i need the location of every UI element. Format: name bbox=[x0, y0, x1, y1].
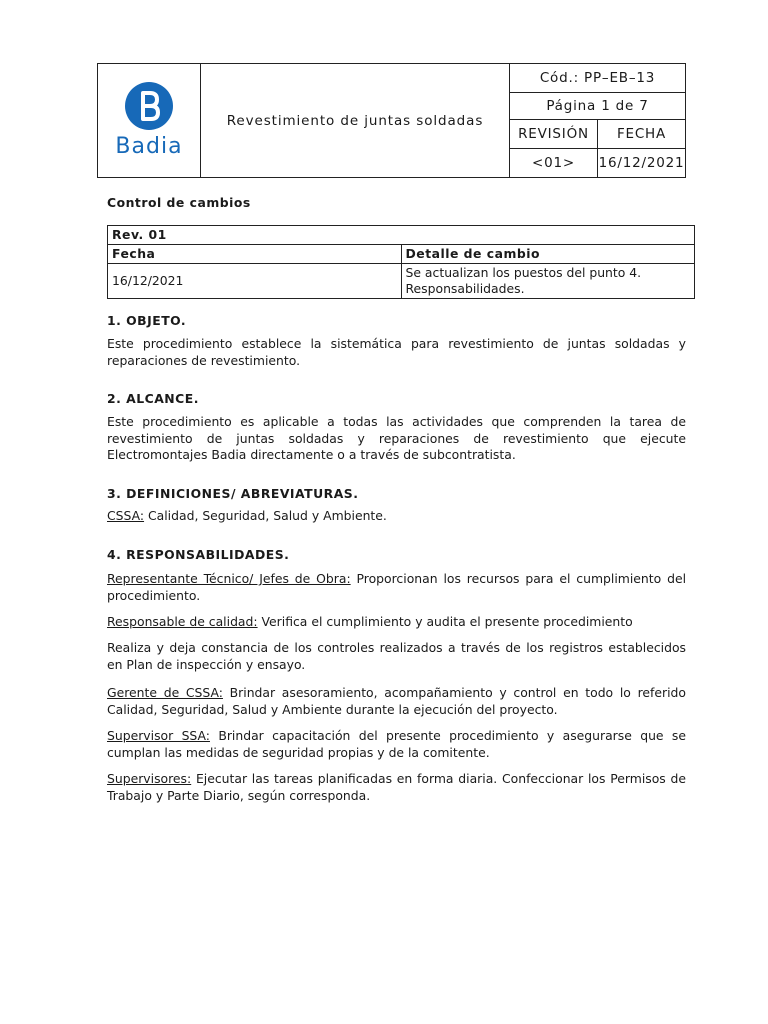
resp-item bbox=[107, 728, 686, 761]
changes-col-detalle: Detalle de cambio bbox=[401, 245, 695, 264]
resp-item bbox=[107, 571, 686, 604]
changes-col-fecha: Fecha bbox=[108, 245, 402, 264]
resp-role: Responsable de calidad: bbox=[107, 614, 258, 629]
definicion-cssa bbox=[107, 508, 686, 525]
alcance-text: Este procedimiento es aplicable a todas las actividades que comprenden la tarea de revestimiento de juntas soldadas y reparaciones de revestimiento que ejecute Electromontajes Badia directamente o a través de subcontratista. bbox=[107, 414, 686, 462]
logo-cell bbox=[98, 64, 201, 178]
resp-text: Ejecutar las tareas planificadas en forma diaria. Confeccionar los Permisos de Trabajo y Parte Diario, según corresponda. bbox=[107, 771, 686, 803]
objeto-heading: 1. OBJETO. bbox=[107, 313, 187, 328]
document-header bbox=[97, 63, 686, 178]
date-value: 16/12/2021 bbox=[598, 149, 686, 178]
badia-logo-icon bbox=[125, 82, 173, 130]
definicion-text: Calidad, Seguridad, Salud y Ambiente. bbox=[144, 508, 387, 523]
document-code: Cód.: PP–EB–13 bbox=[510, 64, 686, 93]
changes-table bbox=[107, 225, 695, 299]
changes-row-detalle: Se actualizan los puestos del punto 4. Responsabilidades. bbox=[401, 264, 695, 299]
resp-item bbox=[107, 771, 686, 804]
resp-item bbox=[107, 685, 686, 718]
resp-role: Representante Técnico/ Jefes de Obra: bbox=[107, 571, 351, 586]
date-label: FECHA bbox=[598, 120, 686, 149]
resp-item bbox=[107, 614, 686, 631]
resp-text: Brindar capacitación del presente procedimiento y asegurarse que se cumplan las medidas de seguridad propias y de la comitente. bbox=[107, 728, 686, 760]
alcance-heading: 2. ALCANCE. bbox=[107, 391, 199, 406]
page-number: Página 1 de 7 bbox=[510, 93, 686, 120]
definiciones-heading: 3. DEFINICIONES/ ABREVIATURAS. bbox=[107, 486, 359, 501]
changes-row-fecha: 16/12/2021 bbox=[108, 264, 402, 299]
revision-value: <01> bbox=[510, 149, 598, 178]
revision-label: REVISIÓN bbox=[510, 120, 598, 149]
responsabilidades-heading: 4. RESPONSABILIDADES. bbox=[107, 547, 290, 562]
changes-rev: Rev. 01 bbox=[108, 226, 695, 245]
resp-role: Supervisor SSA: bbox=[107, 728, 210, 743]
resp-item bbox=[107, 640, 686, 673]
definicion-term: CSSA: bbox=[107, 508, 145, 523]
objeto-text: Este procedimiento establece la sistemática para revestimiento de juntas soldadas y reparaciones de revestimiento. bbox=[107, 336, 686, 368]
resp-role: Supervisores: bbox=[107, 771, 192, 786]
badia-logo bbox=[98, 82, 200, 159]
document-title: Revestimiento de juntas soldadas bbox=[201, 64, 510, 178]
resp-text: Realiza y deja constancia de los controles realizados a través de los registros establecidos en Plan de inspección y ensayo. bbox=[107, 640, 686, 672]
logo-word: Badia bbox=[115, 134, 183, 159]
resp-text: Verifica el cumplimiento y audita el presente procedimiento bbox=[257, 614, 633, 629]
resp-text: Proporcionan los recursos para el cumplimiento del procedimiento. bbox=[107, 571, 687, 603]
resp-text: Brindar asesoramiento, acompañamiento y control en todo lo referido Calidad, Seguridad, Salud y Ambiente durante la ejecución del proyecto. bbox=[107, 685, 686, 717]
resp-role: Gerente de CSSA: bbox=[107, 685, 223, 700]
changes-heading: Control de cambios bbox=[107, 195, 251, 210]
